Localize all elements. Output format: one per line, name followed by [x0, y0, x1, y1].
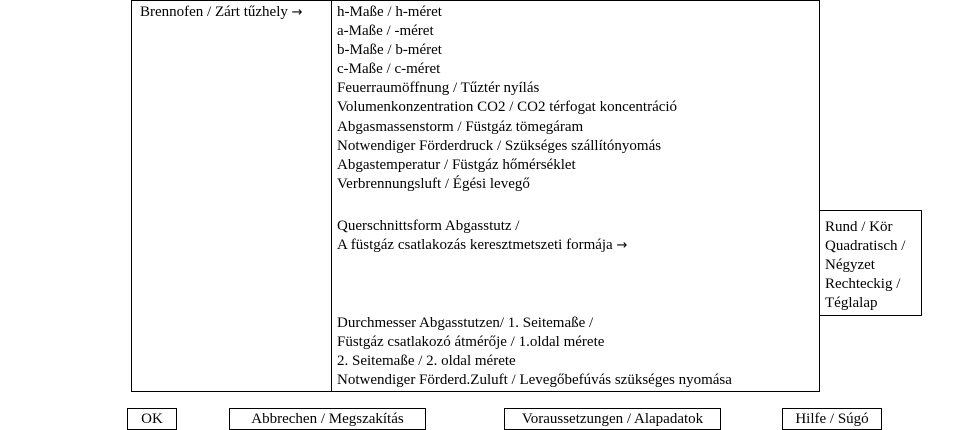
ok-button[interactable]: OK	[127, 408, 177, 430]
param-co2-concentration: Volumenkonzentration CO2 / CO2 térfogat koncentráció	[337, 99, 678, 115]
param-a-size: a-Maße / -méret	[337, 23, 434, 39]
cancel-button[interactable]: Abbrechen / Megszakítás	[229, 408, 426, 430]
param-flue-gas-mass-flow: Abgasmassenstorm / Füstgáz tömegáram	[337, 119, 584, 135]
prerequisites-button[interactable]: Voraussetzungen / Alapadatok	[504, 408, 721, 430]
param-combustion-air: Verbrennungsluft / Égési levegő	[337, 176, 530, 192]
arrow-right-icon: →	[291, 5, 303, 20]
shape-option-rectangle-line1[interactable]: Rechteckig /	[825, 276, 901, 292]
param-flue-gas-temperature: Abgastemperatur / Füstgáz hőmérséklet	[337, 157, 576, 173]
shape-option-round[interactable]: Rund / Kör	[825, 219, 893, 235]
shape-option-square-line2[interactable]: Négyzet	[825, 257, 875, 273]
arrow-right-icon: →	[616, 238, 628, 253]
cross-section-label-line1: Querschnittsform Abgasstutz /	[337, 218, 520, 234]
param-h-size: h-Maße / h-méret	[337, 4, 442, 20]
param-required-draught: Notwendiger Förderdruck / Szükséges szállítónyomás	[337, 138, 662, 154]
param-b-size: b-Maße / b-méret	[337, 42, 442, 58]
help-button[interactable]: Hilfe / Súgó	[782, 408, 882, 430]
param-firebox-opening: Feuerraumöffnung / Tűztér nyílás	[337, 80, 540, 96]
shape-option-square-line1[interactable]: Quadratisch /	[825, 238, 906, 254]
oven-type-label	[140, 3, 303, 22]
param-outlet-diameter-line1: Durchmesser Abgasstutzen/ 1. Seitemaße /	[337, 315, 594, 331]
shape-option-rectangle-line2[interactable]: Téglalap	[825, 295, 878, 311]
oven-type-text: Brennofen / Zárt tűzhely	[140, 4, 288, 20]
param-c-size: c-Maße / c-méret	[337, 61, 441, 77]
left-cell	[131, 0, 332, 392]
param-supply-air-pressure: Notwendiger Förderd.Zuluft / Levegőbefúvás szükséges nyomása	[337, 372, 732, 388]
cross-section-label-line2	[337, 236, 627, 255]
param-side-2-size: 2. Seitemaße / 2. oldal mérete	[337, 353, 516, 369]
cross-section-label-text: A füstgáz csatlakozás keresztmetszeti formája	[337, 237, 613, 253]
param-outlet-diameter-line2: Füstgáz csatlakozó átmérője / 1.oldal mérete	[337, 334, 605, 350]
